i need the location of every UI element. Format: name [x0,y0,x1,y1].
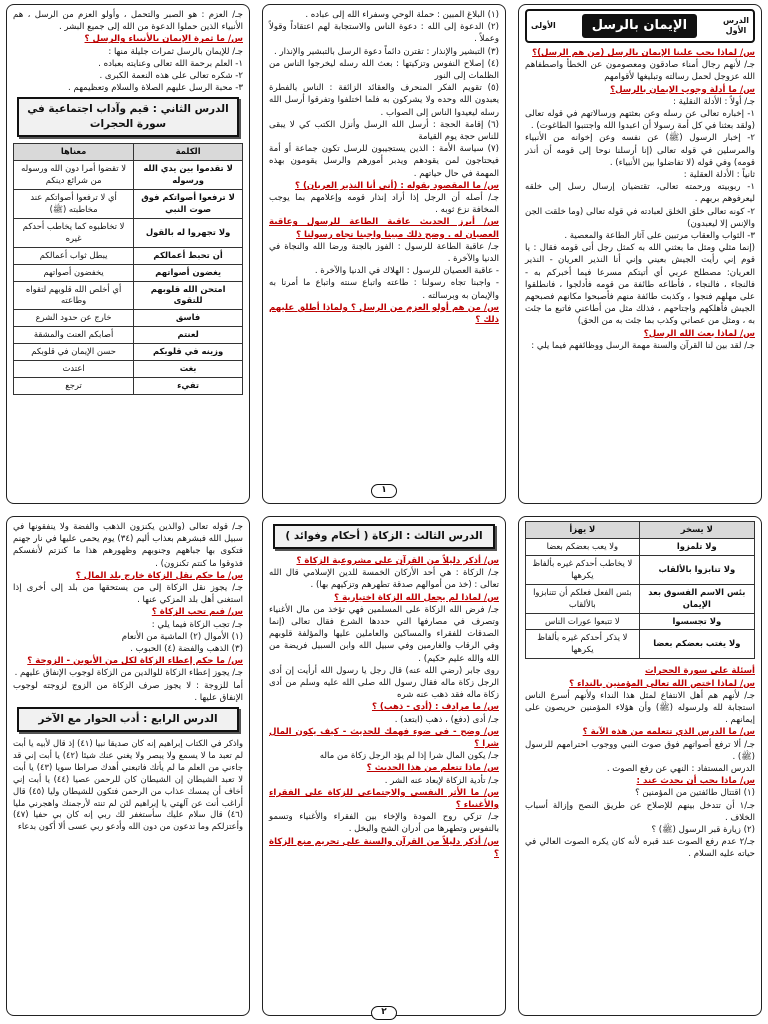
vocabulary-table-continued [525,521,755,659]
word-cell: وزينه في قلوبكم [134,344,243,361]
text-line: جـ/١ أن تتدخل بينهم للإصلاح عن طريق النصح وإزالة أسباب الخلاف . [525,800,755,823]
meaning-cell: لا يخاطب أحدكم غيره بألفاظ يكرهها [526,555,640,584]
question-line: س/ وضح - في ضوء فهمك للحديث - كيف يكون المال شرا ؟ [269,726,499,749]
table-row [526,613,755,630]
text-line: جـ/ العزم : هو الصبر والتحمل ، وأولو العزم من الرسل ، هم الأنبياء الذين حملوا الدعوة من الله إلى جميع البشر . [13,10,243,33]
meaning-cell: لا يذكر أحدكم غيره بألفاظ يكرهها [526,630,640,659]
text-line: جـ/ تجب الزكاة فيما يلي : [151,619,243,630]
text-line: (٣) الذهب والفضة (٤) الحبوب . [130,644,243,655]
text-line: جـ/ قوله تعالى (والذين يكنزون الذهب والفضة ولا ينفقونها في سبيل الله فبشرهم بعذاب أليم (٣٤) يوم يحمى عليها في نار جهنم فتكوى بها جباههم وجنوبهم وظهورهم هذا ما كنزتم لأنفسكم فذوقوا ما كنتم تكنزون) . [13,522,243,569]
table-header-row [14,144,243,161]
lesson-one-banner [525,9,755,43]
column-header-word: لا يسخر [639,522,754,539]
lesson-four-title: الدرس الرابع : أدب الحوار مع الآخر [17,707,239,732]
word-cell: بغت [134,361,243,378]
table-row [14,344,243,361]
word-cell: أن تحبط أعمالكم [134,247,243,264]
word-cell: ولا تجسسوا [639,613,754,630]
question-line: س/ أذكر دليلاً من القرآن والسنة على تحريم منع الزكاة ؟ [269,836,499,859]
text-line: (٢) زيارة قبر الرسول (ﷺ) ؟ [651,824,755,835]
question-line: س/ ما مرادف : (أدى - ذهب) ؟ [371,702,499,713]
word-cell: يغضون أصواتهم [134,264,243,281]
text-line: جـ/٢ عدم رفع الصوت عند قبره لأنه كان يكره الصوت العالي في حياته عليه السلام . [525,837,755,860]
word-cell: لا تقدموا بين يدي الله ورسوله [134,161,243,190]
text-line: ثانياً : الأدلة العقلية : [683,170,755,181]
page1-left-intro [13,9,243,94]
text-line: جـ/ ألا ترفع أصواتهم فوق صوت النبي ووجوب احترامهم للرسول (ﷺ) . [525,739,755,762]
text-line: (٥) تقويم الفكر المنحرف والعقائد الزائفة : الناس بالفطرة يعبدون الله وحده ولا يشركون به فلما اختلفوا وتفرقوا أرسل الله رسله ليعيدوا الناس إلى الصواب . [269,83,499,118]
table-row [14,378,243,395]
word-cell: فاسق [134,310,243,327]
text-line: (٣) التبشير والإنذار : تقترن دائماً دعوة الرسل بالتبشير والإنذار . [274,46,499,57]
text-line: ١- إخباره تعالى عن رسله وعن بعثتهم ورسالاتهم في قوله تعالى (ولقد بعثنا في كل أمة رسولا أن اعبدوا الله واجتنبوا الطاغوت) . [525,109,755,132]
column-header-word: الكلمة [134,144,243,161]
text-line: جـ/ أصله أن الرجل إذا أراد إنذار قومه وإعلامهم بما يوجب المخافة نزع ثوبه . [269,193,499,216]
page2-middle-column [262,516,506,1016]
text-line: ٢- إخبار الرسول (ﷺ) عن نفسه وعن إخوانه من الأنبياء والمرسلين في قوله تعالى (إنا أرسلنا نوحا إلى قومه أن أنذر قومه) وفي قوله (لا تفاضلوا بين الأنبياء) . [525,133,755,168]
page2-right-text [525,665,755,860]
text-line: جـ/ لأنهم هم أهل الانتفاع لمثل هذا النداء ولأنهم أسرع الناس استجابة لله ولرسوله (ﷺ) وأن هؤلاء المؤمنين حريصون على إيمانهم . [525,690,755,726]
quran-verses: واذكر في الكتاب إبراهيم إنه كان صديقا نبيا (٤١) إذ قال لأبيه يا أبت لم تعبد ما لا يسمع ولا يبصر ولا يغني عنك شيئا (٤٢) يا أبت إني قد جاءني من العلم ما لم يأتك فاتبعني أهدك صراطا سويا (٤٣) يا أبت لا تعبد الشيطان إن الشيطان كان للرحمن عصيا (٤٤) يا أبت إني أخاف أن يمسك عذاب من الرحمن فتكون للشيطان وليا (٤٥) قال أراغب أنت عن آلهتي يا إبراهيم لئن لم تنته لأرجمنك واهجرني مليا (٤٦) قال سلام عليك سأستغفر لك ربي إنه كان بي حفيا (٤٧) وأعتزلكم وما تدعون من دون الله وأدعو ربي عسى ألا أكون بدعاء [13,737,244,832]
page2-right-column [518,516,762,1016]
page1-right-column [518,4,762,504]
page1-middle-column [262,4,506,504]
question-line: س/ ما ثمرة الإيمان بالأنبياء والرسل ؟ [84,34,243,45]
text-line: (٤) إصلاح النفوس وتزكيتها : بعث الله رسله ليخرجوا الناس من الظلمات إلى النور [269,58,499,82]
text-line: جـ/ لأنهم رجال أمناء صادقون ومعصومون عن الخطأ واصطفاهم الله عزوجل لحمل رسالته وتبليغها لأقوامهم [525,60,755,83]
text-line: ٢- كونه تعالى خلق الخلق لعبادته في قوله تعالى (وما خلقت الجن والإنس إلا ليعبدون) [525,206,755,229]
text-line: - عاقبة العصيان للرسول : الهلاك في الدنيا والآخرة . [314,266,499,277]
question-line: س/ لماذا لم يجعل الله الزكاة اختيارية ؟ [334,592,499,603]
table-row [526,538,755,555]
text-line: (١) اقتتال طائفتين من المؤمنين ؟ [635,788,755,799]
word-cell: ولا يغتب بعضكم بعضا [639,630,754,659]
text-line: جـ/ عاقبة الطاعة للرسول : الفوز بالجنة ورضا الله والنجاة في الدنيا والآخرة . [269,241,499,265]
meaning-cell: لا تقضوا أمرا دون الله ورسوله من شرائع دينكم [14,161,134,190]
table-row [526,584,755,613]
question-line: س/ ما الأثر النفسي والاجتماعي للزكاة على الفقراء والأغنياء ؟ [269,787,499,810]
text-line: (١) البلاغ المبين : حملة الوحي وسفراء الله إلى عباده . [305,10,499,20]
lesson-three-title: الدرس الثالث : الزكاة ( أحكام وفوائد ) [273,524,495,549]
question-line: س/ ما حكم نقل الزكاة خارج بلد المال ؟ [75,570,243,581]
word-cell: تفيء [134,378,243,395]
page2-left-text [13,521,243,704]
page-number: ٢ [371,1006,397,1020]
text-line: روى جابر (رضي الله عنه) قال رجل يا رسول الله أرأيت إن أدى الرجل زكاة ماله فقال رسول الله صلى الله عليه وسلم من أدى زكاة ماله فقد ذهب عنه شره [269,665,499,701]
word-cell: بئس الاسم الفسوق بعد الإيمان [639,584,754,613]
table-row [14,361,243,378]
question-line: س/ ما الدرس الذي تتعلمه من هذه الآية ؟ [582,727,755,738]
meaning-cell: اعتدت [14,361,134,378]
text-line: جـ/ تزكي روح المودة والإخاء بين الفقراء والأغنياء وتسمو بالنفوس وتطهرها من أدران الشح والبخل . [269,812,499,835]
word-cell: ولا تنابزوا بالألقاب [639,555,754,584]
text-line: جـ/ يجوز نقل الزكاة إلى من يستحقها من بلد إلى أخرى إذا استغنى أهل بلد المزكي عنها . [13,583,243,606]
text-line: - واجبنا تجاه رسولنا : طاعته واتباع سنته واتباع ما أمرنا به والإيمان به وبرسالته . [269,278,499,301]
text-line: ٣- الثواب والعقاب مرتبين على آثار الطاعة والمعصية . [564,231,755,242]
meaning-cell: أي أخلص الله قلوبهم لتقواه وطاعته [14,281,134,310]
meaning-cell: خارج عن حدود الشرع [14,310,134,327]
text-line: أما للزوجة : لا يجوز صرف الزكاة من الزوج لزوجته لوجوب الإنفاق عليها . [13,680,243,703]
question-line: س/ أبرز الحديث عاقبة الطاعة للرسول وعاقبة العصيان له . وضح ذلك مبينا واجبنا تجاه رسولنا ؟ [269,217,499,240]
page-two [6,516,762,1016]
question-line: س/ أذكر دليلاً من القرآن على مشروعية الزكاة ؟ [296,555,499,566]
meaning-cell: يخفضون أصواتهم [14,264,134,281]
table-row [14,218,243,247]
question-line: س/ ماذا يجب أن يحدث عند : [636,776,755,787]
meaning-cell: لا تتبعوا عورات الناس [526,613,640,630]
text-line: جـ/ الزكاة : هي أحد الأركان الخمسة للدين الإسلامي قال الله تعالى : (خذ من أموالهم صدقة تطهرهم وتزكيهم بها) . [269,568,499,591]
word-cell: ولا تلمزوا [639,538,754,555]
page2-left-column [6,516,250,1016]
text-line: جـ/ يكون المال شرا إذا لم يؤد الرجل زكاة من ماله [319,751,499,762]
meaning-cell: حسن الإيمان في قلوبكم [14,344,134,361]
table-header-row [526,522,755,539]
meaning-cell: أصابكم العنت والمشقة [14,327,134,344]
text-line: جـ/ لقد بين لنا القرآن والسنة مهمة الرسل ووظائفهم فيما يلي : [531,340,755,351]
question-line: س/ ما أدلة وجوب الإيمان بالرسل؟ [610,84,755,95]
question-line: س/ لماذا اختص الله تعالى المؤمنين بالنداء ؟ [569,678,755,689]
text-line: ١- العلم برحمة الله تعالى وعنايته بعباده . [98,58,243,69]
text-line: (٢) الدعوة إلى الله : دعوة الناس والاستجابة لهم اعتقاداً وقولاً وعملاً . [269,22,499,45]
lesson-order-label: الأولى [531,21,556,31]
question-line: س/ ماذا تتعلم من هذا الحديث ؟ [366,763,499,774]
table-row [14,190,243,219]
question-line: س/ فيم تجب الزكاة ؟ [151,607,243,618]
word-cell: لعنتم [134,327,243,344]
table-row [14,247,243,264]
question-line: س/ لماذا بعث الله الرسل؟ [643,328,755,339]
vocabulary-table [13,143,243,395]
meaning-cell: أي لا ترفعوا أصواتكم عند مخاطبته (ﷺ) [14,190,134,219]
page2-middle-text [269,555,499,860]
question-line: س/ من هم أولو العزم من الرسل ؟ ولماذا أطلق عليهم ذلك ؟ [269,302,499,326]
page-number: ١ [371,484,397,498]
question-line: أسئلة على سورة الحجرات [644,666,755,677]
lesson-one-title: الإيمان بالرسل [582,14,697,38]
page1-left-column [6,4,250,504]
text-line: (١) الأموال (٢) الماشية من الأنعام [121,631,243,642]
text-line: (٦) إقامة الحجة : أرسل الله الرسل وأنزل الكتب كي لا يبقى للناس حجة يوم القيامة [269,119,499,143]
word-cell: ولا تجهروا له بالقول [134,218,243,247]
meaning-cell: بئس الفعل فعلكم أن تتنابزوا بالألقاب [526,584,640,613]
text-line: ١- ربوبيته ورحمته تعالى، تقتضيان إرسال رسل إلى خلقه ليعرفوهم بربهم . [525,182,755,205]
table-row [14,281,243,310]
column-header-meaning: معناها [14,144,134,161]
table-row [14,264,243,281]
table-row [14,327,243,344]
lesson-two-title: الدرس الثاني : قيم وآداب اجتماعية في سورة الحجرات [17,97,239,137]
meaning-cell: يبطل ثواب أعمالكم [14,247,134,264]
text-line: جـ/ يجوز إعطاء الزكاة للوالدين من الزكاة لوجوب الإنفاق عليهم . [14,668,243,679]
question-line: س/ لماذا يجب علينا الإيمان بالرسل (من هم الرسل)؟ [532,48,755,58]
table-row [14,310,243,327]
text-line: (٧) سياسة الأمة : الذين يستجيبون للرسل تكون جماعة أو أمة فيحتاجون لمن يقودهم ويدبر أمورهم والرسل يقومون بهذه المهمة في حال حياتهم . [269,144,499,179]
text-line: ٣- محبة الرسل عليهم الصلاة والسلام وتعظيمهم . [68,83,243,94]
text-line: جـ/ للإيمان بالرسل ثمرات جليلة منها : [108,46,243,57]
meaning-cell: ترجع [14,378,134,395]
column-header-meaning: لا يهزأ [526,522,640,539]
text-line: ٢- شكره تعالى على هذه النعمة الكبرى . [99,71,243,82]
page1-middle-text [269,9,499,326]
text-line: الدرس المستفاد : النهي عن رفع الصوت . [606,763,755,774]
text-line: (إنما مثلي ومثل ما بعثني الله به كمثل رجل أتى قومه فقال : يا قوم إني رأيت الجيش بعيني وإني أنا النذير العريان - النذير العريان: مصطلح عربي أي أتيتكم مسرعا فيما أخبركم به - فالنجاء ، فالنجاء ، فأطاعه طائفة من قومه فأدلجوا ، فانطلقوا على مهلهم فنجوا ، وكذبت طائفة منهم فأصبحوا مكانهم فصبحهم الجيش فأهلكهم واجتاحهم ، فذلك مثل من أطاعني فاتبع ما جئت به ، ومثل من عصاني وكذب بما جئت به من الحق) [525,243,755,327]
page1-right-text [525,47,755,352]
meaning-cell: ولا يعب بعضكم بعضا [526,538,640,555]
question-line: س/ ما المقصود بقوله : (أني أنا النذير العريان) ؟ [294,180,499,191]
word-cell: امتحن الله قلوبهم للتقوى [134,281,243,310]
table-row [14,161,243,190]
table-row [526,630,755,659]
meaning-cell: لا تخاطبوه كما يخاطب أحدكم غيره [14,218,134,247]
text-line: جـ/ تأدية الزكاة لإبعاد عنه الشر . [384,775,499,786]
text-line: جـ/ أولاً : الأدلة النقلية : [673,96,755,107]
word-cell: لا ترفعوا أصواتكم فوق صوت النبي [134,190,243,219]
table-row [526,555,755,584]
lesson-number-label: الدرس الأول [722,16,749,35]
text-line: جـ/ أدى (دفع) ، ذهب (ابتعد) . [394,714,499,725]
question-line: س/ ما حكم إعطاء الزكاة لكل من الأبوين - الزوجة ؟ [27,656,243,667]
page-one [6,4,762,504]
text-line: جـ/ فرض الله الزكاة على المسلمين فهي تؤخذ من مال الأغنياء وتصرف في مصارفها التي حددها الشرع فقال تعالى (إنما الصدقات للفقراء والمساكين والعاملين عليها والمؤلفة قلوبهم وفي الرقاب والغارمين وفي سبيل الله وابن السبيل فريضة من الله والله عليم حكيم) . [269,604,499,664]
